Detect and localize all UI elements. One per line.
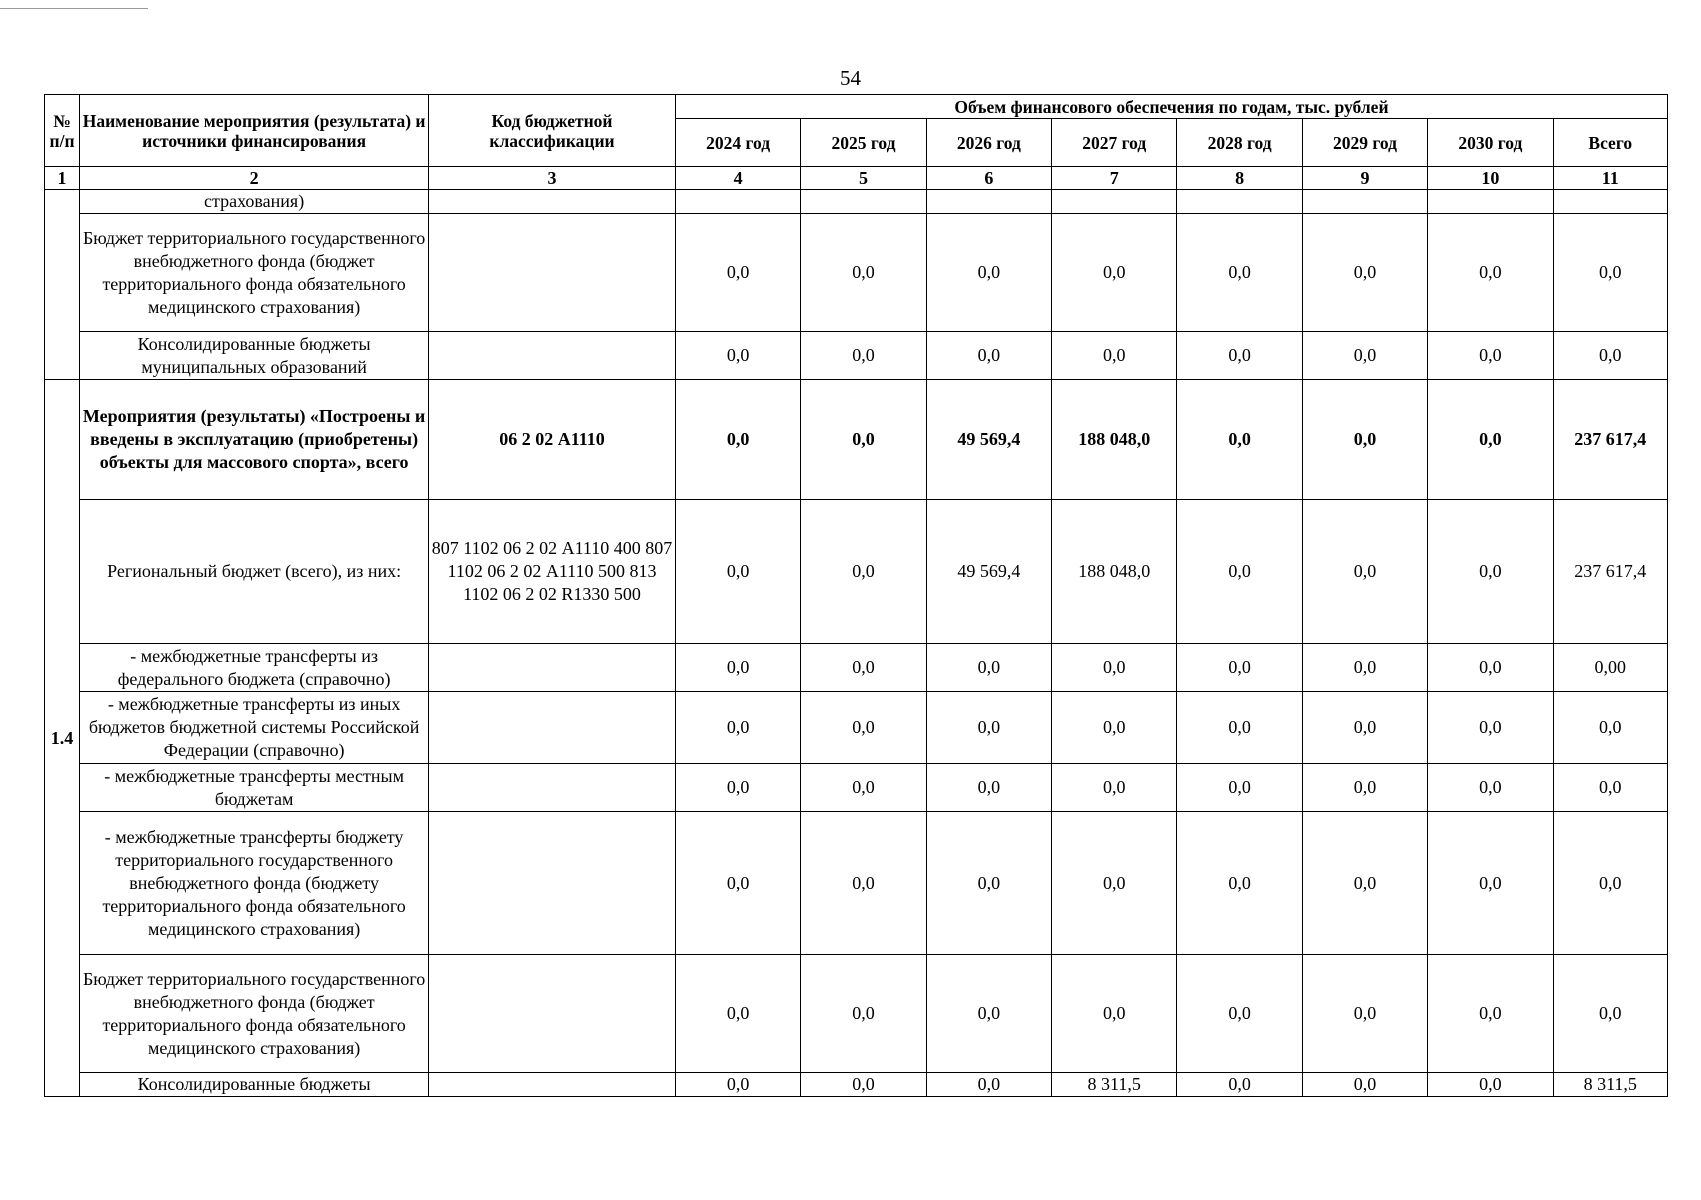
- value-cell: 0,0: [1177, 764, 1302, 812]
- value-cell: 8 311,5: [1553, 1073, 1668, 1097]
- value-cell: 0,0: [1052, 692, 1177, 764]
- value-cell: 0,00: [1553, 644, 1668, 692]
- value-cell: 0,0: [675, 955, 800, 1073]
- value-cell: 0,0: [1177, 214, 1302, 332]
- value-cell: 0,0: [1177, 692, 1302, 764]
- table-row: [45, 190, 1668, 214]
- value-cell: 0,0: [801, 1073, 926, 1097]
- row-name: Бюджет территориального государственного внебюджетного фонда (бюджет территориального фонда обязательного медицинского страхования): [80, 214, 429, 332]
- column-index: 6: [926, 167, 1051, 190]
- header-year: 2029 год: [1302, 119, 1427, 167]
- column-index: 8: [1177, 167, 1302, 190]
- table-row: [45, 332, 1668, 380]
- row-code: [429, 812, 676, 955]
- table-row: [45, 500, 1668, 644]
- row-name: - межбюджетные трансферты из федерального бюджета (справочно): [80, 644, 429, 692]
- value-cell: 0,0: [801, 332, 926, 380]
- row-name: Консолидированные бюджеты: [80, 1073, 429, 1097]
- value-cell: 0,0: [1177, 380, 1302, 500]
- value-cell: 0,0: [1553, 812, 1668, 955]
- value-cell: 0,0: [1052, 955, 1177, 1073]
- header-name: Наименование мероприятия (результата) и источники финансирования: [80, 95, 429, 167]
- row-name: страхования): [80, 190, 429, 214]
- row-code: [429, 644, 676, 692]
- row-name: Мероприятия (результаты) «Построены и введены в эксплуатацию (приобретены) объекты для массового спорта», всего: [80, 380, 429, 500]
- value-cell: 0,0: [675, 1073, 800, 1097]
- row-code: 807 1102 06 2 02 А1110 400 807 1102 06 2 02 А1110 500 813 1102 06 2 02 R1330 500: [429, 500, 676, 644]
- value-cell: 0,0: [1177, 644, 1302, 692]
- value-cell: 0,0: [1052, 214, 1177, 332]
- value-cell: 0,0: [1302, 764, 1427, 812]
- column-index: 2: [80, 167, 429, 190]
- value-cell: 0,0: [801, 500, 926, 644]
- value-cell: 0,0: [1302, 1073, 1427, 1097]
- row-code: [429, 692, 676, 764]
- row-number: [45, 190, 80, 380]
- value-cell: 0,0: [1428, 644, 1553, 692]
- header-year: 2026 год: [926, 119, 1051, 167]
- value-cell: 188 048,0: [1052, 500, 1177, 644]
- value-cell: 0,0: [1052, 332, 1177, 380]
- header-volume: Объем финансового обеспечения по годам, тыс. рублей: [675, 95, 1667, 119]
- value-cell: 0,0: [926, 812, 1051, 955]
- column-index: 4: [675, 167, 800, 190]
- value-cell: 0,0: [1428, 500, 1553, 644]
- header-no: № п/п: [45, 95, 80, 167]
- page-number: 54: [840, 66, 861, 90]
- value-cell: 0,0: [1428, 955, 1553, 1073]
- header-year: 2030 год: [1428, 119, 1553, 167]
- value-cell: 0,0: [801, 955, 926, 1073]
- value-cell: 0,0: [675, 214, 800, 332]
- value-cell: 0,0: [675, 644, 800, 692]
- value-cell: 0,0: [1302, 644, 1427, 692]
- value-cell: 0,0: [801, 812, 926, 955]
- table-row: [45, 764, 1668, 812]
- row-name: - межбюджетные трансферты бюджету территориального государственного внебюджетного фонда (бюджету территориального фонда обязательного медицинского страхования): [80, 812, 429, 955]
- value-cell: 188 048,0: [1052, 380, 1177, 500]
- header-year: 2027 год: [1052, 119, 1177, 167]
- row-code: [429, 332, 676, 380]
- value-cell: [1302, 190, 1427, 214]
- value-cell: 0,0: [1177, 500, 1302, 644]
- value-cell: 0,0: [801, 692, 926, 764]
- value-cell: 0,0: [926, 214, 1051, 332]
- value-cell: 0,0: [675, 764, 800, 812]
- table-row: [45, 692, 1668, 764]
- value-cell: 0,0: [1177, 812, 1302, 955]
- row-name: Региональный бюджет (всего), из них:: [80, 500, 429, 644]
- row-code: [429, 955, 676, 1073]
- value-cell: 0,0: [1177, 332, 1302, 380]
- value-cell: 0,0: [675, 380, 800, 500]
- value-cell: 0,0: [801, 214, 926, 332]
- table-row: [45, 644, 1668, 692]
- value-cell: 49 569,4: [926, 380, 1051, 500]
- row-code: [429, 190, 676, 214]
- value-cell: 0,0: [926, 692, 1051, 764]
- value-cell: 49 569,4: [926, 500, 1051, 644]
- header-code: Код бюджетной классификации: [429, 95, 676, 167]
- value-cell: 0,0: [1302, 812, 1427, 955]
- header-total: Всего: [1553, 119, 1668, 167]
- value-cell: 0,0: [801, 644, 926, 692]
- column-index: 7: [1052, 167, 1177, 190]
- value-cell: 237 617,4: [1553, 500, 1668, 644]
- value-cell: 0,0: [926, 644, 1051, 692]
- value-cell: 0,0: [1302, 692, 1427, 764]
- value-cell: 0,0: [1428, 214, 1553, 332]
- column-index: 10: [1428, 167, 1553, 190]
- row-name: Бюджет территориального государственного внебюджетного фонда (бюджет территориального фонда обязательного медицинского страхования): [80, 955, 429, 1073]
- value-cell: 0,0: [926, 764, 1051, 812]
- value-cell: 0,0: [1302, 332, 1427, 380]
- value-cell: 0,0: [1428, 380, 1553, 500]
- value-cell: 0,0: [801, 380, 926, 500]
- value-cell: 0,0: [926, 955, 1051, 1073]
- value-cell: 0,0: [801, 764, 926, 812]
- row-code: [429, 1073, 676, 1097]
- value-cell: 0,0: [1177, 955, 1302, 1073]
- column-index: 3: [429, 167, 676, 190]
- value-cell: 0,0: [675, 500, 800, 644]
- value-cell: [1052, 190, 1177, 214]
- value-cell: 0,0: [1177, 1073, 1302, 1097]
- value-cell: 0,0: [1553, 955, 1668, 1073]
- value-cell: [926, 190, 1051, 214]
- value-cell: 0,0: [926, 1073, 1051, 1097]
- row-code: [429, 214, 676, 332]
- value-cell: 0,0: [1302, 214, 1427, 332]
- table-row: [45, 214, 1668, 332]
- column-index: 5: [801, 167, 926, 190]
- value-cell: 0,0: [675, 812, 800, 955]
- row-code: [429, 764, 676, 812]
- value-cell: [1553, 190, 1668, 214]
- value-cell: 0,0: [1428, 692, 1553, 764]
- column-index: 9: [1302, 167, 1427, 190]
- header-year: 2025 год: [801, 119, 926, 167]
- financing-table: [44, 94, 1668, 1097]
- value-cell: [801, 190, 926, 214]
- value-cell: 0,0: [1428, 812, 1553, 955]
- table-row: [45, 1073, 1668, 1097]
- value-cell: 0,0: [675, 332, 800, 380]
- value-cell: 0,0: [1428, 332, 1553, 380]
- value-cell: 0,0: [1302, 955, 1427, 1073]
- value-cell: 237 617,4: [1553, 380, 1668, 500]
- value-cell: 0,0: [1553, 692, 1668, 764]
- value-cell: 8 311,5: [1052, 1073, 1177, 1097]
- value-cell: 0,0: [1553, 214, 1668, 332]
- value-cell: [1177, 190, 1302, 214]
- column-index: 11: [1553, 167, 1668, 190]
- value-cell: 0,0: [1553, 332, 1668, 380]
- table-row: [45, 380, 1668, 500]
- table-row: [45, 955, 1668, 1073]
- row-name: Консолидированные бюджеты муниципальных образований: [80, 332, 429, 380]
- value-cell: 0,0: [675, 692, 800, 764]
- header-year: 2028 год: [1177, 119, 1302, 167]
- row-name: - межбюджетные трансферты из иных бюджетов бюджетной системы Российской Федерации (справочно): [80, 692, 429, 764]
- column-index-row: [45, 167, 1668, 190]
- value-cell: 0,0: [1553, 764, 1668, 812]
- table-row: [45, 812, 1668, 955]
- value-cell: 0,0: [1428, 1073, 1553, 1097]
- value-cell: 0,0: [1052, 764, 1177, 812]
- header-year: 2024 год: [675, 119, 800, 167]
- value-cell: 0,0: [1428, 764, 1553, 812]
- row-number: 1.4: [45, 380, 80, 1097]
- value-cell: 0,0: [1052, 644, 1177, 692]
- value-cell: 0,0: [926, 332, 1051, 380]
- value-cell: 0,0: [1052, 812, 1177, 955]
- column-index: 1: [45, 167, 80, 190]
- row-name: - межбюджетные трансферты местным бюджетам: [80, 764, 429, 812]
- scan-edge-line: [0, 8, 148, 9]
- value-cell: [1428, 190, 1553, 214]
- value-cell: [675, 190, 800, 214]
- row-code: 06 2 02 А1110: [429, 380, 676, 500]
- value-cell: 0,0: [1302, 500, 1427, 644]
- value-cell: 0,0: [1302, 380, 1427, 500]
